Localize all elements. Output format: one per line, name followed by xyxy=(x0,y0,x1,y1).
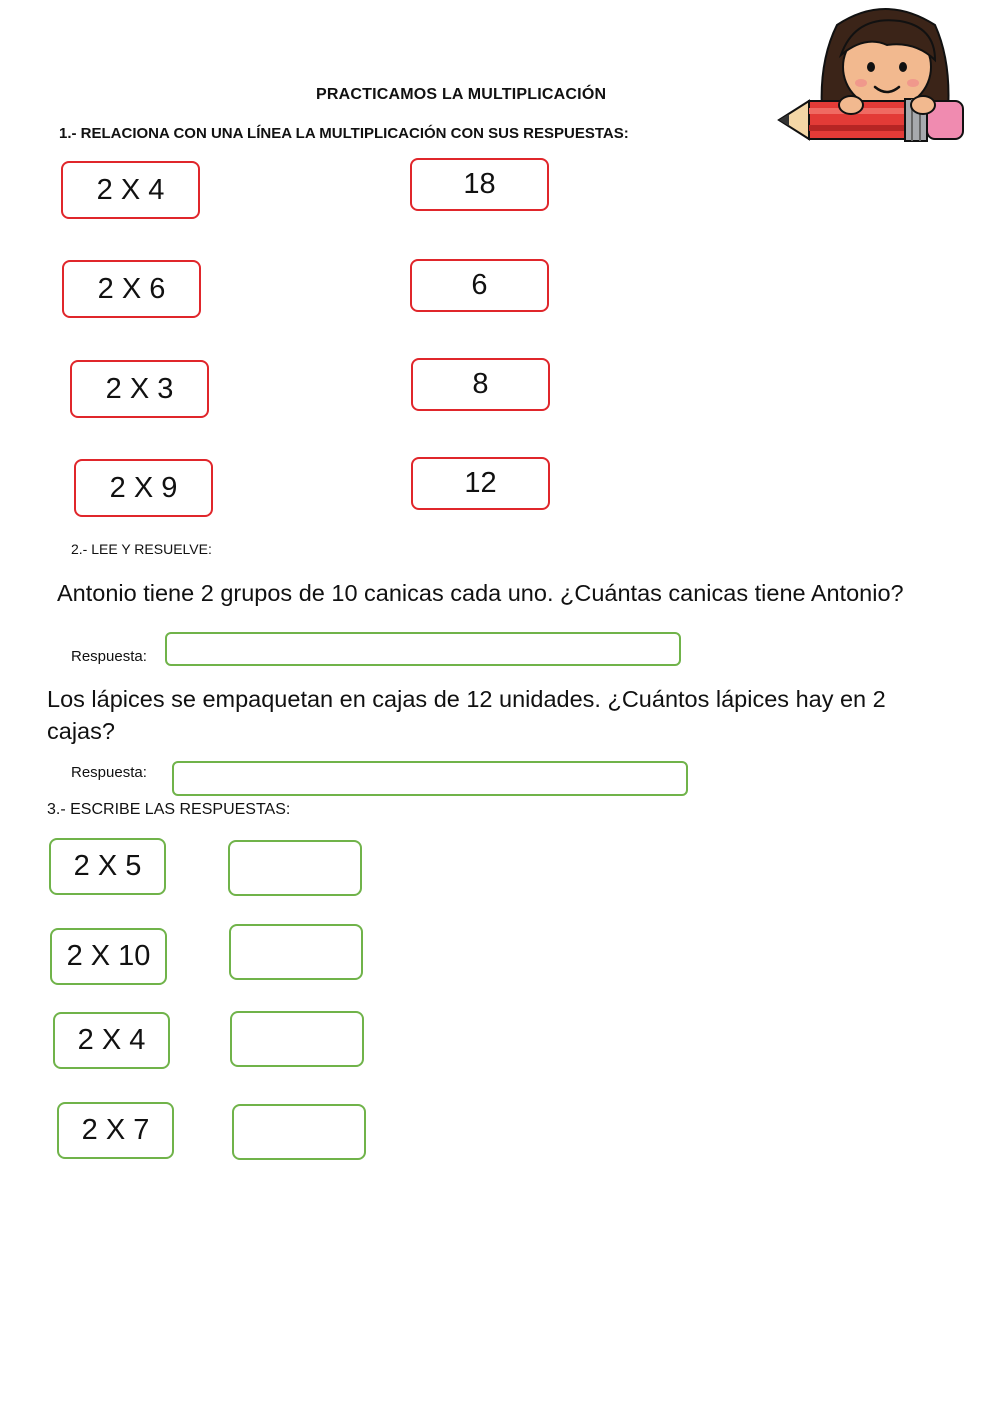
exercise-1-answer-box[interactable] xyxy=(228,840,362,896)
exercise-4-multiplication: 2 X 7 xyxy=(57,1102,174,1159)
page-title: PRACTICAMOS LA MULTIPLICACIÓN xyxy=(316,86,607,103)
match-right-3[interactable]: 8 xyxy=(411,358,550,411)
problem-2-answer-label: Respuesta: xyxy=(71,764,147,781)
problem-1-text: Antonio tiene 2 grupos de 10 canicas cada uno. ¿Cuántas canicas tiene Antonio? xyxy=(57,580,904,606)
exercise-3-multiplication: 2 X 4 xyxy=(53,1012,170,1069)
problem-1-answer-label: Respuesta: xyxy=(71,648,147,665)
girl-with-pencil-icon xyxy=(775,5,970,145)
match-right-2[interactable]: 6 xyxy=(410,259,549,312)
match-left-1[interactable]: 2 X 4 xyxy=(61,161,200,219)
exercise-3-answer-box[interactable] xyxy=(230,1011,364,1067)
section3-instruction: 3.- ESCRIBE LAS RESPUESTAS: xyxy=(47,801,291,818)
section1-instruction: 1.- RELACIONA CON UNA LÍNEA LA MULTIPLICACIÓN CON SUS RESPUESTAS: xyxy=(59,125,629,142)
exercise-1-multiplication: 2 X 5 xyxy=(49,838,166,895)
problem-1-answer-field[interactable] xyxy=(165,632,681,666)
match-left-2[interactable]: 2 X 6 xyxy=(62,260,201,318)
section2-instruction: 2.- LEE Y RESUELVE: xyxy=(71,541,212,557)
match-right-1[interactable]: 18 xyxy=(410,158,549,211)
match-left-4[interactable]: 2 X 9 xyxy=(74,459,213,517)
problem-2-text: Los lápices se empaquetan en cajas de 12 unidades. ¿Cuántos lápices hay en 2 cajas? xyxy=(47,686,886,744)
exercise-2-multiplication: 2 X 10 xyxy=(50,928,167,985)
problem-2-answer-field[interactable] xyxy=(172,761,688,796)
match-left-3[interactable]: 2 X 3 xyxy=(70,360,209,418)
exercise-4-answer-box[interactable] xyxy=(232,1104,366,1160)
exercise-2-answer-box[interactable] xyxy=(229,924,363,980)
match-right-4[interactable]: 12 xyxy=(411,457,550,510)
